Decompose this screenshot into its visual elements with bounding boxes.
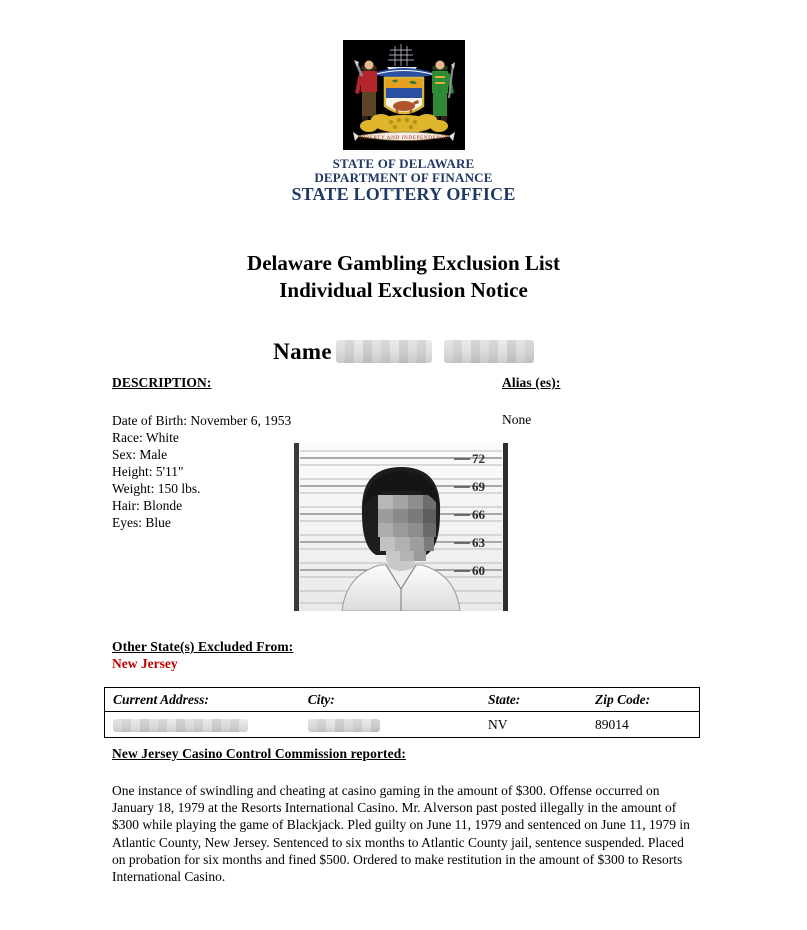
cell-city: [300, 712, 480, 738]
name-field-row: [0, 339, 807, 373]
field-hair: Hair: Blonde: [112, 498, 183, 514]
ruler-mark-66: 66: [472, 507, 485, 522]
field-sex: Sex: Male: [112, 447, 168, 463]
ruler-mark-69: 69: [472, 479, 485, 494]
redacted-city: [308, 719, 380, 732]
column-header-state: State:: [480, 688, 587, 712]
ruler-mark-60: 60: [472, 563, 485, 578]
redacted-first-name: [336, 340, 432, 363]
alias-heading: Alias (es):: [502, 375, 561, 390]
cell-state: NV: [488, 716, 508, 732]
report-heading: New Jersey Casino Control Commission reported:: [112, 746, 406, 761]
column-header-zip-code: Zip Code:: [587, 688, 700, 712]
page-title: [0, 250, 807, 305]
table-row: [105, 712, 700, 738]
field-weight: Weight: 150 lbs.: [112, 481, 201, 497]
org-line-office: STATE LOTTERY OFFICE: [291, 184, 516, 205]
current-address-table: [104, 687, 700, 738]
page-title-line-1: Delaware Gambling Exclusion List: [247, 250, 560, 275]
ruler-mark-63: 63: [472, 535, 485, 550]
field-eyes: Eyes: Blue: [112, 515, 171, 531]
name-label: Name: [273, 339, 332, 365]
column-header-current-address: Current Address:: [105, 688, 300, 712]
field-race: Race: White: [112, 430, 179, 446]
alias-value: None: [502, 412, 532, 427]
page-title-line-2: Individual Exclusion Notice: [279, 278, 528, 303]
table-header-row: [105, 688, 700, 712]
document-header: [0, 0, 807, 204]
cell-zip-code: 89014: [594, 716, 629, 732]
redacted-current-address: [113, 719, 248, 732]
field-date-of-birth: Date of Birth: November 6, 1953: [112, 413, 292, 428]
field-height: Height: 5'11": [112, 464, 184, 480]
description-heading: DESCRIPTION:: [112, 375, 212, 390]
column-header-city: City:: [300, 688, 480, 712]
redacted-last-name: [444, 340, 534, 363]
org-line-department: DEPARTMENT OF FINANCE: [314, 169, 493, 185]
ruler-mark-72: 72: [472, 451, 485, 466]
report-body: One instance of swindling and cheating at casino gaming in the amount of $300. Offense occurred on January 18, 1979 at the Resorts International Casino. Mr. Alverson past posted illegally in the amount of $300 while playing the game of Blackjack. Pled guilty on June 11, 1979 and sentenced on June 11, 1979 in Atlantic County, New Jersey. Sentenced to six months to Atlantic County jail, sentence suspended. Placed on probation for six months and fined $500. Ordered to make restitution in the amount of $300 to Resorts International Casino.: [112, 783, 690, 885]
other-states-value: New Jersey: [112, 656, 178, 671]
description-alias-heading-row: [112, 375, 707, 391]
svg-text:LIBERTY AND INDEPENDENCE: LIBERTY AND INDEPENDENCE: [359, 135, 448, 141]
mugshot-photo: [294, 443, 508, 611]
other-states-heading: Other State(s) Excluded From:: [112, 639, 294, 654]
cell-current-address: [105, 712, 300, 738]
org-line-state: STATE OF DELAWARE: [332, 156, 475, 171]
state-seal-icon: [343, 40, 465, 150]
org-identity: [0, 157, 807, 204]
